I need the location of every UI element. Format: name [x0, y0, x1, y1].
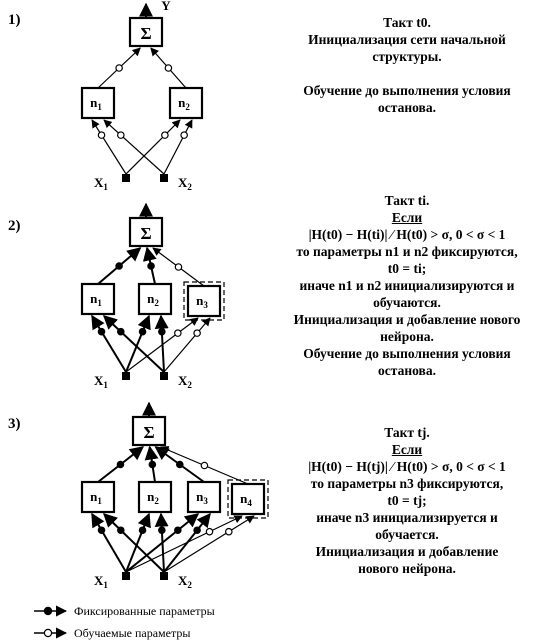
stage-1-description	[262, 14, 550, 116]
stage-2-line-7: Инициализация и добавление нового	[293, 312, 521, 327]
stage-2-weight-x1-n1	[98, 328, 104, 334]
stage-1-weight-x2-n2	[181, 132, 187, 138]
stage-3-description	[262, 424, 550, 577]
stage-3-weight-n2-sum	[149, 461, 155, 467]
stage-3-weight-x2-n4	[226, 528, 232, 534]
stage-2-line-9: Обучение до выполнения условия	[303, 346, 511, 361]
legend-trainable-label: Обучаемые параметры	[74, 626, 191, 640]
stage-2-number: 2)	[8, 218, 21, 234]
stage-3-line-3: то параметры n3 фиксируются,	[310, 476, 504, 491]
stage-2-input-label-1: $X_1$	[94, 373, 108, 390]
stage-2-neuron-1-label: $n_1$	[90, 291, 102, 308]
stage-3-weight-x1-n2	[139, 527, 145, 533]
stage-1-line-3	[262, 65, 550, 82]
stage-3-line-1: Если	[391, 442, 423, 457]
stage-2-line-8: нейрона.	[380, 329, 434, 344]
stage-1-neuron-2-label: $n_2$	[178, 95, 190, 112]
stage-3-weight-x1-n1	[98, 527, 104, 533]
stage-1-input-label-2: $X_2$	[178, 175, 192, 192]
stage-2-weight-x1-n2	[139, 328, 145, 334]
stage-2-edge-x2-to-n1	[104, 316, 164, 372]
stage-2-input-label-2: $X_2$	[178, 373, 192, 390]
stage-3-line-8: нового нейрона.	[358, 561, 456, 576]
stage-3-neuron-2-label: $n_2$	[147, 489, 159, 506]
stage-1-input-node-1	[122, 174, 130, 182]
stage-1-weight-x2-n1	[118, 132, 124, 138]
stage-1-neuron-1-label: $n_1$	[90, 95, 102, 112]
stage-3-edge-x2-to-n1	[104, 514, 164, 572]
stage-3-neuron-4-label: $n_4$	[240, 491, 252, 508]
stage-3-input-label-1: $X_1$	[94, 573, 108, 590]
stage-3-edge-x2-to-n4	[164, 516, 254, 572]
stage-3-line-6: обучается.	[375, 527, 439, 542]
stage-2-description	[262, 192, 550, 379]
stage-1-sum-symbol: Σ	[140, 24, 152, 43]
stage-2-weight-n2-sum	[148, 263, 154, 269]
stage-1-line-2: структуры.	[372, 49, 442, 64]
stage-2-line-5: иначе n1 и n2 инициализируются и	[299, 278, 515, 293]
stage-2-weight-x1-n3	[175, 330, 181, 336]
stage-3-line-0: Такт tj.	[384, 425, 430, 440]
stage-3-line-5: иначе n3 инициализируется и	[316, 510, 498, 525]
stage-2-line-0: Такт ti.	[384, 193, 430, 208]
stage-2-line-10: останова.	[378, 363, 436, 378]
stage-3-weight-x1-n3	[175, 527, 181, 533]
stage-2-neuron-3-label: $n_3$	[196, 293, 208, 310]
stage-3-weight-n3-sum	[177, 461, 183, 467]
stage-1-weight-x1-n2	[162, 132, 168, 138]
stage-3-weight-n4-sum	[201, 462, 207, 468]
stage-2-weight-n1-sum	[116, 263, 122, 269]
stage-2-line-6: обучаются.	[373, 295, 441, 310]
stage-1-line-5: останова.	[378, 100, 436, 115]
stage-3-line-4: t0 = tj;	[387, 493, 427, 508]
stage-2-line-4: t0 = ti;	[387, 261, 427, 276]
stage-1-line-1: Инициализация сети начальной	[308, 32, 506, 47]
stage-2-weight-x2-n1	[118, 328, 124, 334]
stage-1-line-0: Такт t0.	[383, 15, 431, 30]
stage-3-line-7: Инициализация и добавление	[315, 544, 499, 559]
stage-3-input-node-1	[122, 572, 130, 580]
stage-3-sum-symbol: Σ	[143, 423, 155, 442]
stage-3-weight-x2-n2	[159, 527, 165, 533]
stage-1-edge-x2-to-n2	[164, 120, 192, 174]
stage-3-input-label-2: $X_2$	[178, 573, 192, 590]
stage-3-weight-x1-n4	[206, 528, 212, 534]
stage-1-input-label-1: $X_1$	[94, 175, 108, 192]
stage-2-line-3: то параметры n1 и n2 фиксируются,	[296, 244, 518, 259]
stage-2-sum-symbol: Σ	[140, 224, 152, 243]
legend-trainable-marker	[44, 629, 51, 636]
stage-2-weight-x2-n3	[194, 330, 200, 336]
stage-2-input-node-2	[160, 372, 168, 380]
stage-2-weight-n3-sum	[175, 264, 181, 270]
stage-2-weight-x2-n2	[159, 328, 165, 334]
stage-3-neuron-3-label: $n_3$	[196, 489, 208, 506]
stage-3-formula: |H(t0) − H(tj)| ⁄ H(t0) > σ, 0 < σ < 1	[308, 459, 506, 474]
stage-3-neuron-1-label: $n_1$	[90, 489, 102, 506]
stage-1-weight-n1-sum	[116, 65, 122, 71]
stage-3-edge-x1-to-n1	[92, 514, 126, 572]
stage-2-edge-x1-to-n1	[92, 316, 126, 372]
stage-1-output-label: Y	[161, 0, 171, 13]
stage-2-formula: |H(t0) − H(ti)| ⁄ H(t0) > σ, 0 < σ < 1	[308, 227, 506, 242]
stage-2-line-1: Если	[391, 210, 423, 225]
stage-2-neuron-2-label: $n_2$	[147, 291, 159, 308]
stage-3-weight-n1-sum	[117, 461, 123, 467]
stage-3-number: 3)	[8, 416, 21, 432]
stage-1-input-node-2	[160, 174, 168, 182]
legend-fixed-marker	[44, 607, 51, 614]
stage-1-weight-n2-sum	[165, 65, 171, 71]
stage-3-weight-x2-n3	[194, 527, 200, 533]
stage-1-weight-x1-n1	[98, 132, 104, 138]
stage-2-input-node-1	[122, 372, 130, 380]
stage-1-number: 1)	[8, 12, 21, 28]
stage-3-weight-x2-n1	[118, 527, 124, 533]
legend-fixed-label: Фиксированные параметры	[74, 604, 215, 618]
stage-3-input-node-2	[160, 572, 168, 580]
stage-1-edge-x1-to-n1	[92, 120, 126, 174]
stage-1-line-4: Обучение до выполнения условия	[303, 83, 511, 98]
